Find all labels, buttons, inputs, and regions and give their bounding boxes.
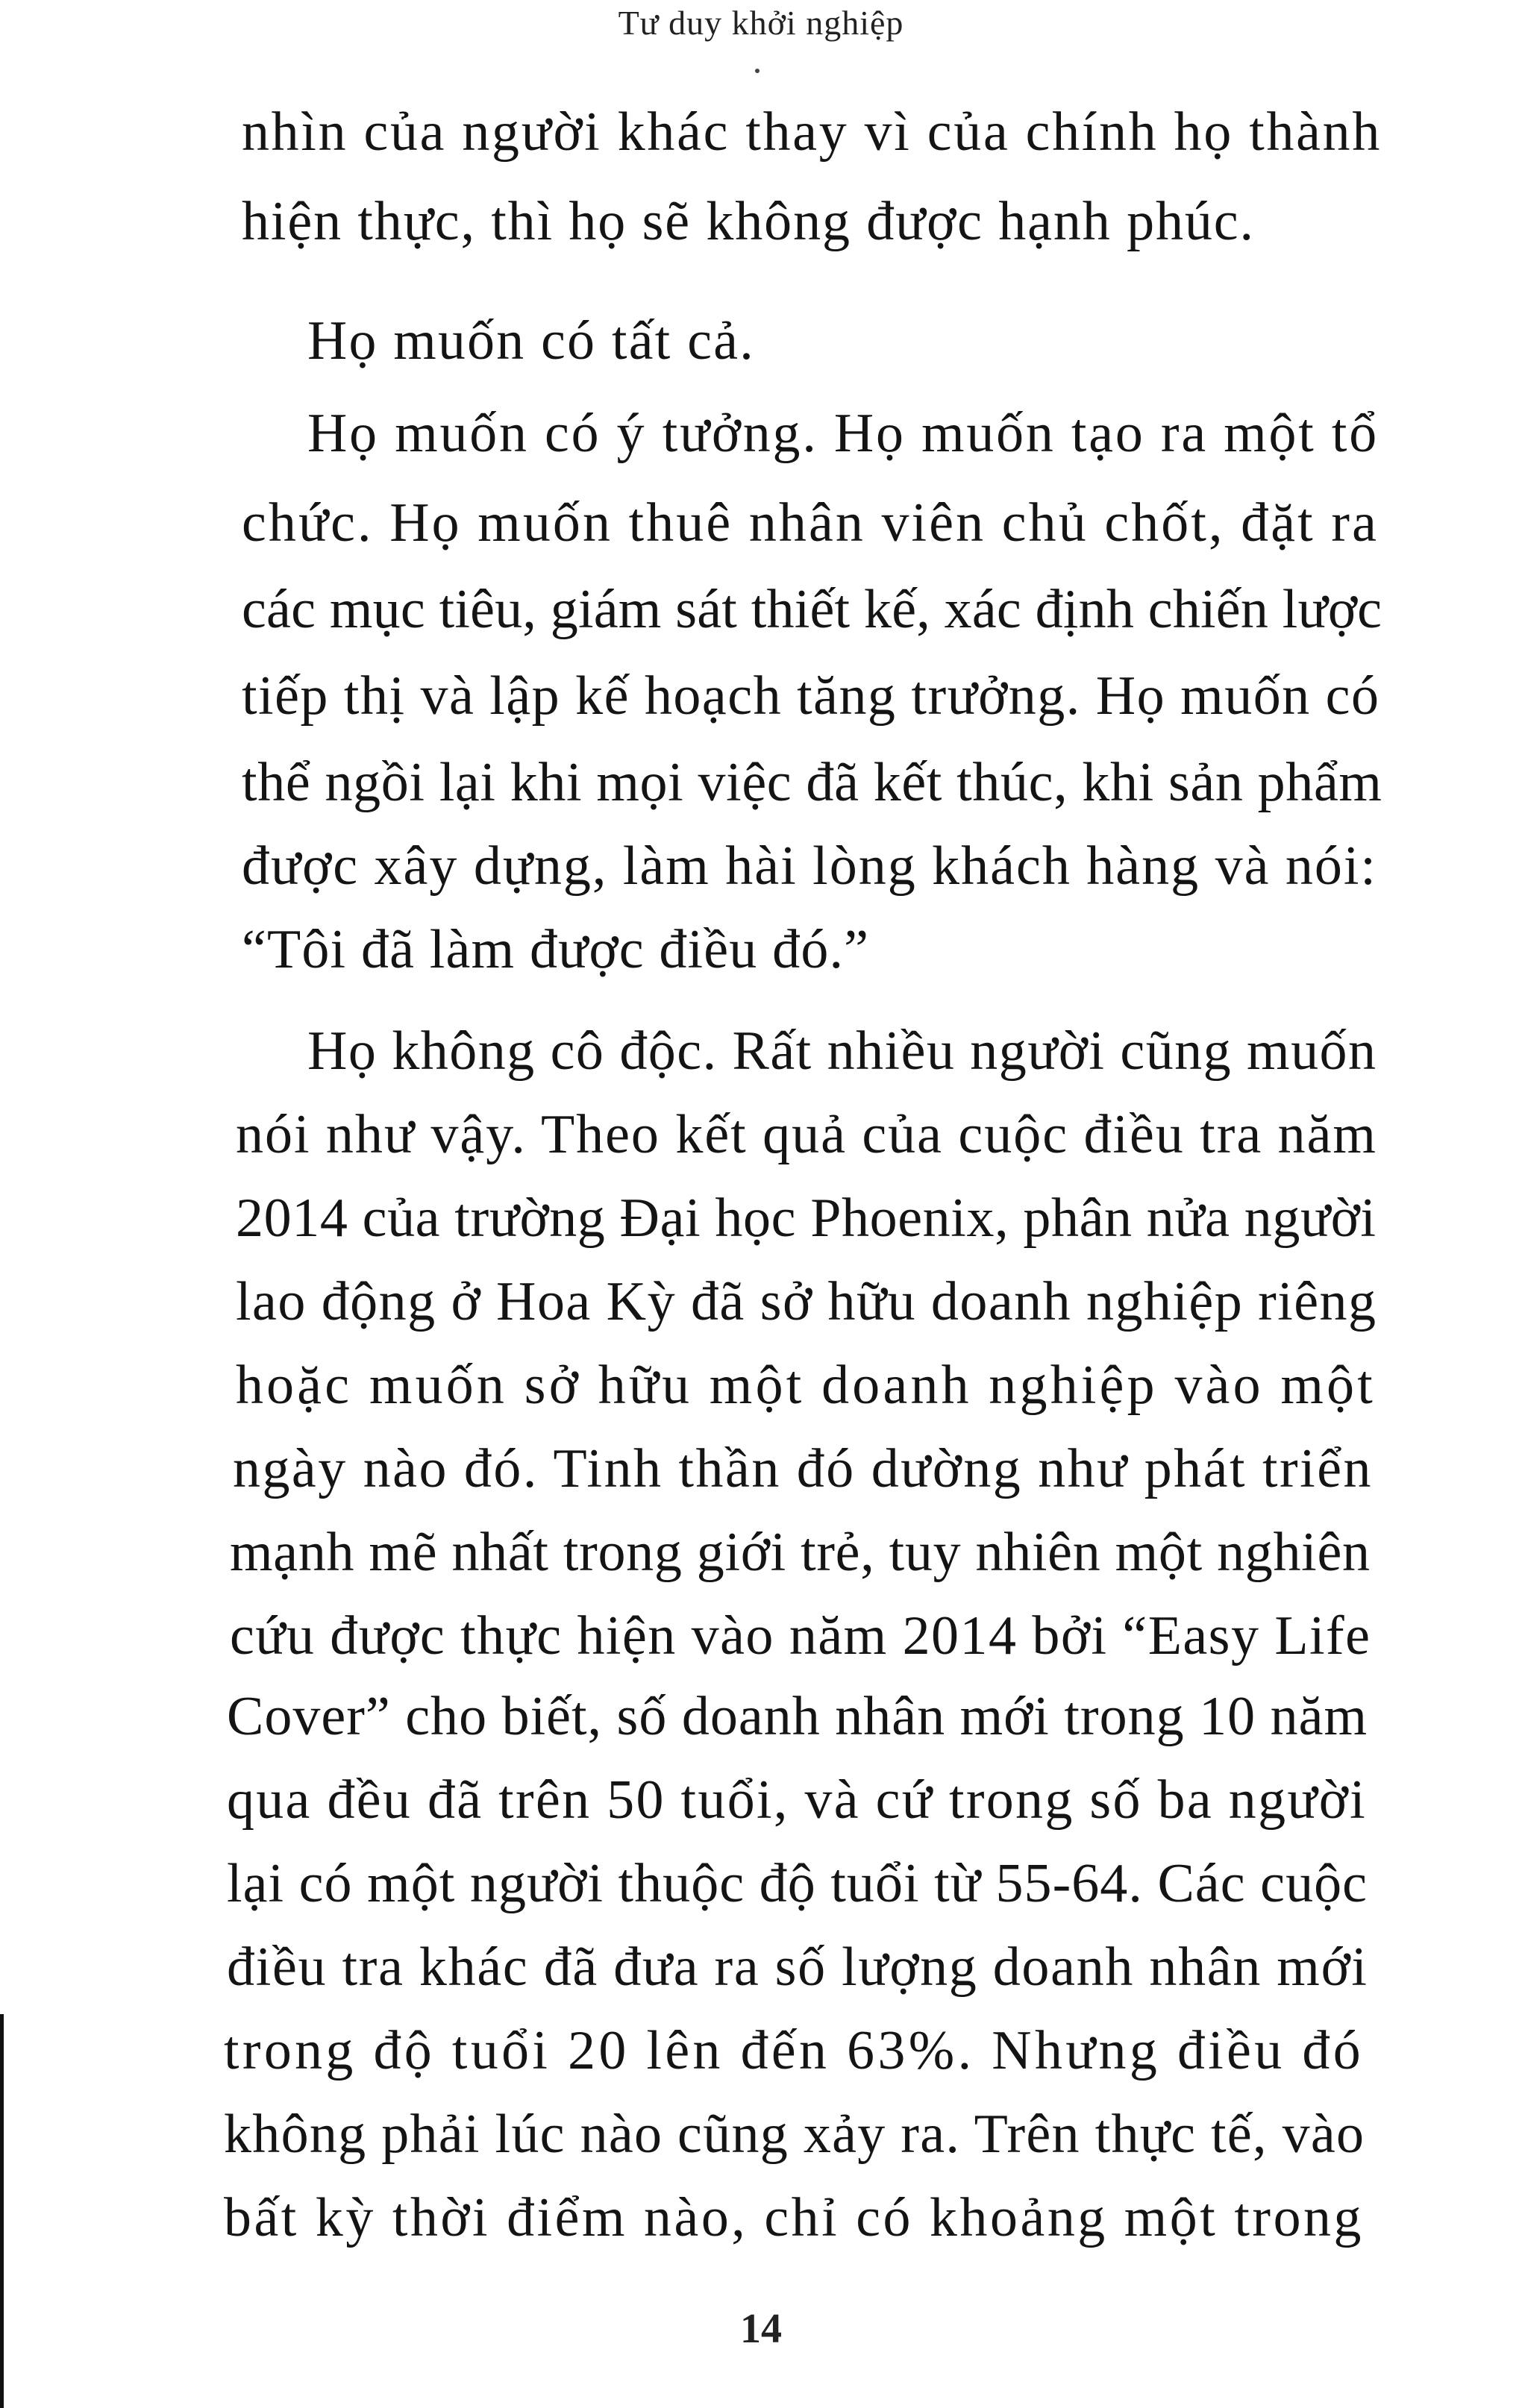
text-line: Cover” cho biết, số doanh nhân mới trong 10 năm [227,1686,1368,1747]
text-line: lao động ở Hoa Kỳ đã sở hữu doanh nghiệp riêng [236,1271,1377,1332]
text-line: được xây dựng, làm hài lòng khách hàng và nói: [242,835,1377,897]
header-ink-dot [755,69,760,73]
running-header: Tư duy khởi nghiệp [618,4,904,42]
text-line: lại có một người thuộc độ tuổi từ 55-64. Các cuộc [227,1853,1368,1914]
text-line: thể ngồi lại khi mọi việc đã kết thúc, khi sản phẩm [242,752,1382,813]
text-line: 2014 của trường Đại học Phoenix, phân nửa người [236,1188,1377,1249]
text-line: Họ muốn có tất cả. [307,310,755,371]
text-line: các mục tiêu, giám sát thiết kế, xác định chiến lược [242,579,1382,640]
text-line: tiếp thị và lập kế hoạch tăng trưởng. Họ muốn có [242,665,1380,727]
text-line: qua đều đã trên 50 tuổi, và cứ trong số ba người [227,1769,1367,1831]
text-line: không phải lúc nào cũng xảy ra. Trên thực tế, vào [224,2104,1365,2165]
text-line: nhìn của người khác thay vì của chính họ thành [242,101,1382,163]
text-line: chức. Họ muốn thuê nhân viên chủ chốt, đặt ra [242,492,1379,554]
text-line: điều tra khác đã đưa ra số lượng doanh nhân mới [227,1937,1368,1998]
text-line: mạnh mẽ nhất trong giới trẻ, tuy nhiên một nghiên [230,1522,1371,1583]
text-line: ngày nào đó. Tinh thần đó dường như phát triển [233,1438,1373,1499]
binding-edge-mark [0,2014,4,2408]
text-line: hoặc muốn sở hữu một doanh nghiệp vào một [236,1355,1376,1416]
text-line: hiện thực, thì họ sẽ không được hạnh phúc. [242,191,1255,252]
text-line: nói như vậy. Theo kết quả của cuộc điều tra năm [236,1104,1377,1165]
text-line: bất kỳ thời điểm nào, chỉ có khoảng một trong [224,2187,1364,2248]
text-line: “Tôi đã làm được điều đó.” [242,919,870,980]
text-line: Họ muốn có ý tưởng. Họ muốn tạo ra một tổ [307,403,1379,464]
page-number: 14 [740,2306,782,2352]
text-line: Họ không cô độc. Rất nhiều người cũng muốn [307,1020,1377,1082]
text-line: cứu được thực hiện vào năm 2014 bởi “Easy Life [230,1605,1371,1667]
text-line: trong độ tuổi 20 lên đến 63%. Nhưng điều đó [224,2020,1364,2081]
